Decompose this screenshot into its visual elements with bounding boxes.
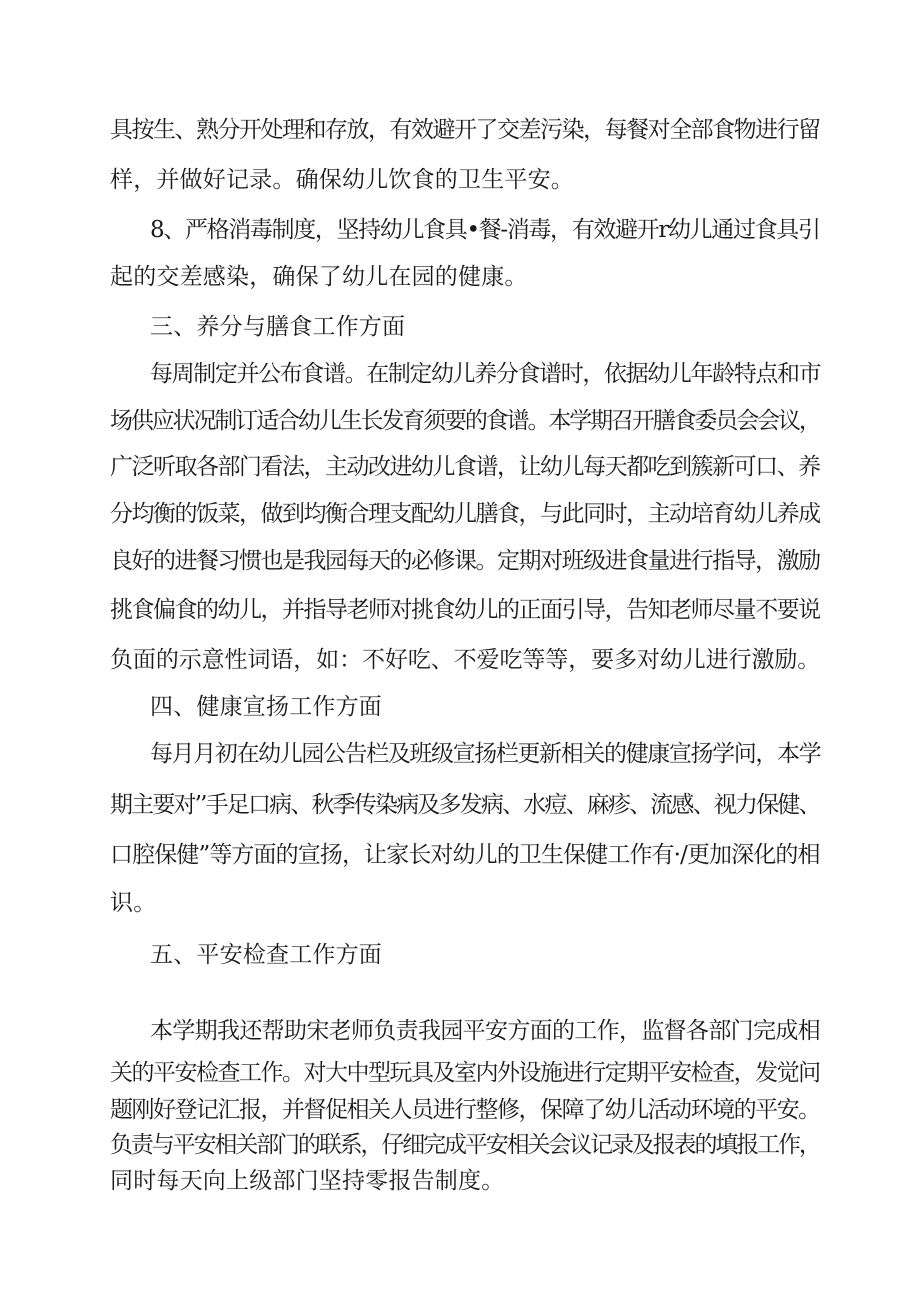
text-line: 样，并做好记录。确保幼儿饮食的卫生平安。 [110, 167, 574, 193]
text-line: 广泛听取各部门看法，主动改进幼儿食谱，让幼儿每天都吃到簇新可口、养 [110, 454, 820, 480]
text-line: 口腔保健”等方面的宣扬，让家长对幼儿的卫生保健工作有·/更加深化的相 [110, 842, 820, 868]
section-heading: 三、养分与膳食工作方面 [150, 314, 406, 340]
text-line: 负责与平安相关部门的联系，仔细完成平安相关会议记录及报表的填报工作， [110, 1132, 820, 1158]
section-heading: 四、健康宣扬工作方面 [150, 694, 382, 720]
text-line: 分均衡的饭菜，做到均衡合理支配幼儿膳食，与此同时，主动培育幼儿养成 [110, 501, 820, 527]
text-line: 负面的示意性词语，如：不好吃、不爱吃等等，要多对幼儿进行激励。 [110, 647, 821, 673]
section-heading: 五、平安检查工作方面 [150, 942, 382, 968]
text-line: 良好的进餐习惯也是我园每天的必修课。定期对班级进食量进行指导，激励 [110, 548, 820, 574]
text-line: 起的交差感染，确保了幼儿在园的健康。 [110, 264, 528, 290]
text-line: 同时每天向上级部门坚持零报告制度。 [110, 1168, 505, 1194]
text-line: 每周制定并公布食谱。在制定幼儿养分食谱时，依据幼儿年龄特点和市 [150, 361, 821, 387]
text-line: 每月月初在幼儿园公告栏及班级宣扬栏更新相关的健康宣扬学问，本学 [150, 741, 821, 767]
text-line: 题刚好登记汇报，并督促相关人员进行整修，保障了幼儿活动环境的平安。 [110, 1097, 820, 1123]
text-line: 场供应状况制订适合幼儿生长发育须要的食谱。本学期召开膳食委员会会议， [110, 408, 820, 434]
text-line: 本学期我还帮助宋老师负责我园平安方面的工作，监督各部门完成相 [150, 1018, 821, 1044]
text-line: 关的平安检查工作。对大中型玩具及室内外设施进行定期平安检查，发觉问 [110, 1060, 820, 1086]
text-line: 挑食偏食的幼儿，并指导老师对挑食幼儿的正面引导，告知老师尽量不要说 [110, 597, 820, 623]
text-line: 8、严格消毒制度，坚持幼儿食具•餐-消毒，有效避开r幼儿通过食具引 [150, 217, 820, 243]
text-line: 具按生、熟分开处理和存放，有效避开了交差污染，每餐对全部食物进行留 [110, 117, 820, 143]
text-line: 期主要对’’手足口病、秋季传染病及多发病、水痘、麻疹、流感、视力保健、 [110, 792, 820, 818]
text-line: 识。 [110, 890, 157, 916]
